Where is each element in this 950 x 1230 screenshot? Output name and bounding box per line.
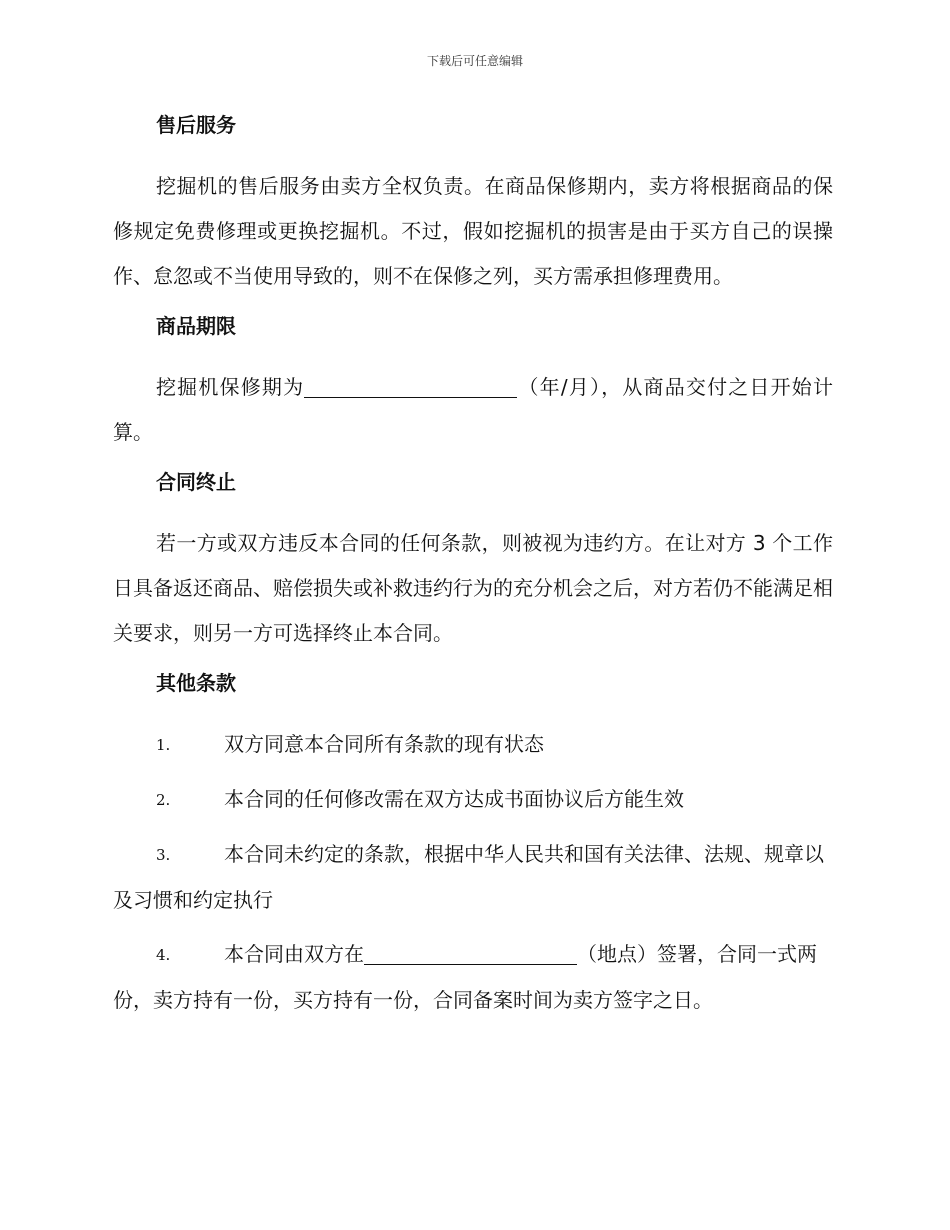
signing-place-blank <box>364 942 577 965</box>
document-body <box>113 110 833 1032</box>
list-item-text: 双方同意本合同所有条款的现有状态 <box>224 732 544 756</box>
termination-paragraph: 若一方或双方违反本合同的任何条款，则被视为违约方。在让对方 3 个工作日具备返还商品、赔偿损失或补救违约行为的充分机会之后，对方若仍不能满足相关要求，则另一方可选择终止本合同。 <box>113 531 833 645</box>
list-item <box>113 777 833 823</box>
list-item-text: 本合同的任何修改需在双方达成书面协议后方能生效 <box>224 787 684 811</box>
list-item <box>113 832 833 923</box>
page-header-note: 下载后可任意编辑 <box>426 54 523 68</box>
after-sales-paragraph: 挖掘机的售后服务由卖方全权负责。在商品保修期内，卖方将根据商品的保修规定免费修理或更换挖掘机。不过，假如挖掘机的损害是由于买方自己的误操作、怠忽或不当使用导致的，则不在保修之列，买方需承担修理费用。 <box>113 174 833 288</box>
list-item-text-after: （地点）签署，合同一式两份，卖方持有一份，买方持有一份，合同备案时间为卖方签字之日。 <box>113 942 817 1012</box>
list-item-number: 2. <box>156 791 171 809</box>
warranty-period-paragraph <box>113 365 833 455</box>
list-item-number: 3. <box>156 846 171 864</box>
list-item-number: 1. <box>156 736 171 754</box>
warranty-period-text-after: （年/月），从商品交付之日开始计算。 <box>113 375 833 444</box>
warranty-period-text-before: 挖掘机保修期为 <box>156 375 305 399</box>
list-item <box>113 722 833 768</box>
warranty-period-blank <box>304 375 517 398</box>
section-heading-after-sales: 售后服务 <box>156 113 236 137</box>
list-item-text-before: 本合同由双方在 <box>224 942 364 966</box>
section-heading-period: 商品期限 <box>156 314 236 338</box>
section-heading-other-terms: 其他条款 <box>156 671 236 695</box>
list-item <box>113 932 833 1023</box>
list-item-number: 4. <box>156 946 171 964</box>
list-item-text: 本合同未约定的条款，根据中华人民共和国有关法律、法规、规章以及习惯和约定执行 <box>113 842 824 912</box>
section-heading-termination: 合同终止 <box>156 470 236 494</box>
